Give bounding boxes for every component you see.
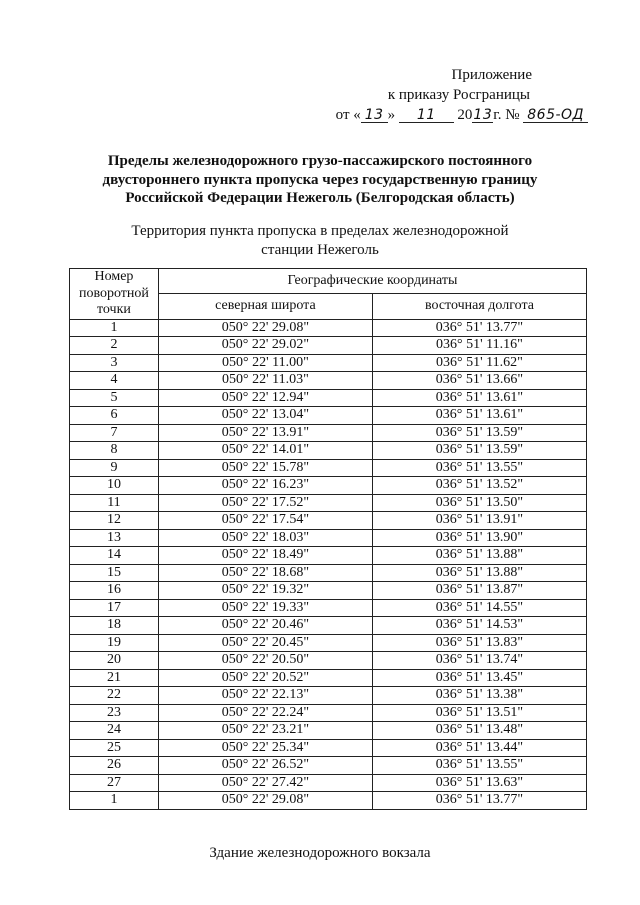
point-number-cell: 15 — [70, 564, 159, 582]
longitude-cell: 036° 51' 13.38" — [372, 687, 586, 705]
point-number-cell: 7 — [70, 424, 159, 442]
table-row — [70, 389, 587, 407]
header-latitude: северная широта — [158, 294, 372, 319]
point-number-cell: 25 — [70, 739, 159, 757]
point-number-cell: 5 — [70, 389, 159, 407]
document-title — [80, 152, 560, 208]
longitude-cell: 036° 51' 14.53" — [372, 617, 586, 635]
table-row — [70, 424, 587, 442]
latitude-cell: 050° 22' 18.03" — [158, 529, 372, 547]
latitude-cell: 050° 22' 22.24" — [158, 704, 372, 722]
latitude-cell: 050° 22' 11.00" — [158, 354, 372, 372]
table-row — [70, 722, 587, 740]
longitude-cell: 036° 51' 13.61" — [372, 389, 586, 407]
longitude-cell: 036° 51' 13.66" — [372, 372, 586, 390]
latitude-cell: 050° 22' 20.52" — [158, 669, 372, 687]
point-number-cell: 17 — [70, 599, 159, 617]
latitude-cell: 050° 22' 12.94" — [158, 389, 372, 407]
table-row — [70, 582, 587, 600]
date-year-prefix: 20 — [457, 107, 473, 123]
table-row — [70, 319, 587, 337]
point-number-cell: 27 — [70, 774, 159, 792]
table-row — [70, 669, 587, 687]
point-number-cell: 14 — [70, 547, 159, 565]
header-geo-coordinates: Географические координаты — [158, 269, 586, 294]
latitude-cell: 050° 22' 20.46" — [158, 617, 372, 635]
longitude-cell: 036° 51' 13.88" — [372, 547, 586, 565]
table-row — [70, 617, 587, 635]
longitude-cell: 036° 51' 13.59" — [372, 424, 586, 442]
annex-title: Приложение — [451, 67, 532, 83]
point-number-cell: 8 — [70, 442, 159, 460]
latitude-cell: 050° 22' 18.68" — [158, 564, 372, 582]
longitude-cell: 036° 51' 13.51" — [372, 704, 586, 722]
point-number-cell: 19 — [70, 634, 159, 652]
subtitle-line: станции Нежеголь — [261, 242, 379, 258]
table-row — [70, 564, 587, 582]
longitude-cell: 036° 51' 13.45" — [372, 669, 586, 687]
latitude-cell: 050° 22' 17.54" — [158, 512, 372, 530]
longitude-cell: 036° 51' 14.55" — [372, 599, 586, 617]
point-number-cell: 24 — [70, 722, 159, 740]
longitude-cell: 036° 51' 13.77" — [372, 319, 586, 337]
latitude-cell: 050° 22' 20.50" — [158, 652, 372, 670]
longitude-cell: 036° 51' 13.87" — [372, 582, 586, 600]
latitude-cell: 050° 22' 16.23" — [158, 477, 372, 495]
date-month: 11 — [399, 108, 454, 123]
footer-caption: Здание железнодорожного вокзала — [209, 845, 431, 861]
latitude-cell: 050° 22' 29.08" — [158, 319, 372, 337]
latitude-cell: 050° 22' 22.13" — [158, 687, 372, 705]
point-number-cell: 10 — [70, 477, 159, 495]
table-row — [70, 354, 587, 372]
longitude-cell: 036° 51' 13.61" — [372, 407, 586, 425]
latitude-cell: 050° 22' 29.02" — [158, 337, 372, 355]
header-longitude: восточная долгота — [372, 294, 586, 319]
latitude-cell: 050° 22' 27.42" — [158, 774, 372, 792]
subtitle-line: Территория пункта пропуска в пределах железнодорожной — [131, 223, 509, 239]
longitude-cell: 036° 51' 11.16" — [372, 337, 586, 355]
title-line: Российской Федерации Нежеголь (Белгородская область) — [125, 190, 515, 206]
point-number-cell: 26 — [70, 757, 159, 775]
latitude-cell: 050° 22' 18.49" — [158, 547, 372, 565]
table-row — [70, 634, 587, 652]
table-row — [70, 599, 587, 617]
latitude-cell: 050° 22' 15.78" — [158, 459, 372, 477]
coordinates-table — [69, 268, 587, 810]
latitude-cell: 050° 22' 14.01" — [158, 442, 372, 460]
table-row — [70, 774, 587, 792]
longitude-cell: 036° 51' 13.90" — [372, 529, 586, 547]
latitude-cell: 050° 22' 26.52" — [158, 757, 372, 775]
latitude-cell: 050° 22' 23.21" — [158, 722, 372, 740]
date-prefix: от « — [335, 107, 361, 123]
table-row — [70, 494, 587, 512]
document-subtitle — [100, 222, 540, 260]
table-row — [70, 442, 587, 460]
point-number-cell: 21 — [70, 669, 159, 687]
point-number-cell: 1 — [70, 319, 159, 337]
longitude-cell: 036° 51' 13.44" — [372, 739, 586, 757]
point-number-cell: 11 — [70, 494, 159, 512]
header-num-line: поворотной — [78, 285, 149, 301]
table-row — [70, 477, 587, 495]
longitude-cell: 036° 51' 13.50" — [372, 494, 586, 512]
latitude-cell: 050° 22' 29.08" — [158, 792, 372, 810]
annex-date-line — [336, 106, 588, 124]
latitude-cell: 050° 22' 20.45" — [158, 634, 372, 652]
table-row — [70, 757, 587, 775]
longitude-cell: 036° 51' 13.77" — [372, 792, 586, 810]
annex-order-ref: к приказу Росграницы — [387, 87, 530, 103]
header-num-line: Номер — [94, 269, 134, 284]
longitude-cell: 036° 51' 13.52" — [372, 477, 586, 495]
annex-block — [0, 66, 640, 126]
table-row — [70, 337, 587, 355]
latitude-cell: 050° 22' 19.33" — [158, 599, 372, 617]
point-number-cell: 20 — [70, 652, 159, 670]
header-point-number — [70, 269, 159, 320]
latitude-cell: 050° 22' 11.03" — [158, 372, 372, 390]
longitude-cell: 036° 51' 13.55" — [372, 459, 586, 477]
longitude-cell: 036° 51' 13.91" — [372, 512, 586, 530]
point-number-cell: 16 — [70, 582, 159, 600]
longitude-cell: 036° 51' 13.59" — [372, 442, 586, 460]
point-number-cell: 6 — [70, 407, 159, 425]
latitude-cell: 050° 22' 25.34" — [158, 739, 372, 757]
longitude-cell: 036° 51' 13.48" — [372, 722, 586, 740]
table-row — [70, 739, 587, 757]
point-number-cell: 23 — [70, 704, 159, 722]
table-body — [70, 319, 587, 809]
table-row — [70, 372, 587, 390]
point-number-cell: 2 — [70, 337, 159, 355]
table-row — [70, 512, 587, 530]
point-number-cell: 12 — [70, 512, 159, 530]
table-row — [70, 687, 587, 705]
table-row — [70, 529, 587, 547]
latitude-cell: 050° 22' 13.04" — [158, 407, 372, 425]
point-number-cell: 18 — [70, 617, 159, 635]
date-year-suffix: 13 — [473, 107, 493, 123]
latitude-cell: 050° 22' 17.52" — [158, 494, 372, 512]
header-num-line: точки — [96, 302, 131, 317]
longitude-cell: 036° 51' 13.83" — [372, 634, 586, 652]
point-number-cell: 4 — [70, 372, 159, 390]
table-row — [70, 652, 587, 670]
table-row — [70, 547, 587, 565]
point-number-cell: 22 — [70, 687, 159, 705]
longitude-cell: 036° 51' 13.74" — [372, 652, 586, 670]
point-number-cell: 9 — [70, 459, 159, 477]
longitude-cell: 036° 51' 13.63" — [372, 774, 586, 792]
title-line: двустороннего пункта пропуска через государственную границу — [102, 171, 538, 188]
table-row — [70, 407, 587, 425]
table-row — [70, 459, 587, 477]
latitude-cell: 050° 22' 19.32" — [158, 582, 372, 600]
table-row — [70, 704, 587, 722]
date-day: 13 — [361, 108, 388, 123]
point-number-cell: 13 — [70, 529, 159, 547]
order-number: 865-ОД — [523, 108, 588, 123]
table-row — [70, 792, 587, 810]
date-day-close: » — [387, 107, 396, 123]
title-line: Пределы железнодорожного грузо-пассажирского постоянного — [107, 153, 533, 169]
date-year-tail: г. № — [493, 107, 520, 123]
longitude-cell: 036° 51' 13.88" — [372, 564, 586, 582]
point-number-cell: 1 — [70, 792, 159, 810]
point-number-cell: 3 — [70, 354, 159, 372]
longitude-cell: 036° 51' 11.62" — [372, 354, 586, 372]
longitude-cell: 036° 51' 13.55" — [372, 757, 586, 775]
latitude-cell: 050° 22' 13.91" — [158, 424, 372, 442]
